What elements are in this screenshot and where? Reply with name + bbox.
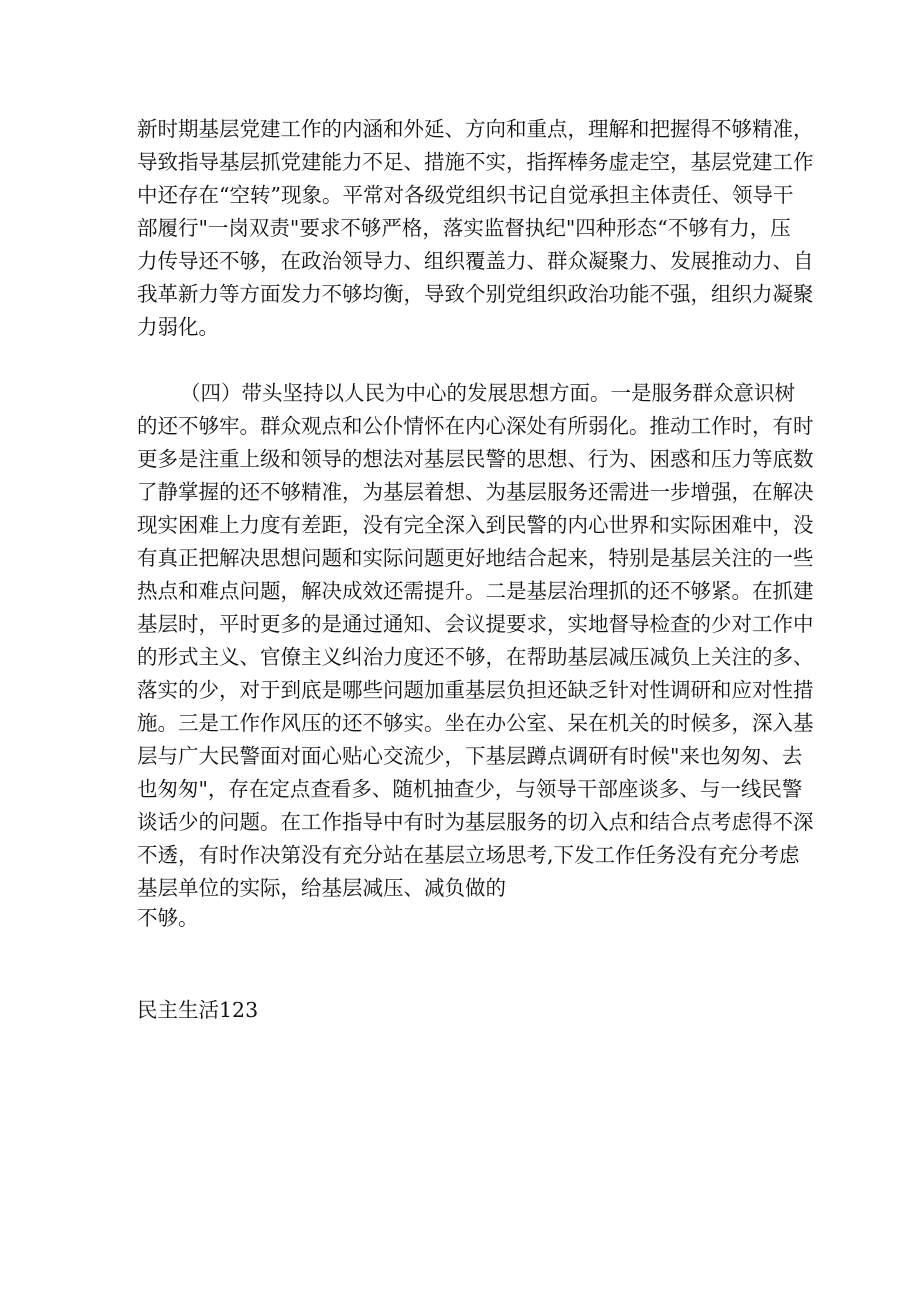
text-line: 也匆匆"，存在定点查看多、随机抽查少，与领导干部座谈多、与一线民警: [137, 777, 803, 801]
text-line: 热点和难点问题，解决成效还需提升。二是基层治理抓的还不够紧。在抓建: [137, 579, 814, 603]
text-line: 的还不够牢。群众观点和公仆情怀在内心深处有所弱化。推动工作时，有时: [137, 414, 814, 438]
text-line: 我革新力等方面发力不够均衡，导致个别党组织政治功能不强，组织力凝聚: [137, 282, 814, 306]
text-line: （四）带头坚持以人民为中心的发展思想方面。一是服务群众意识树: [180, 381, 795, 405]
text-line: 不够。: [137, 906, 199, 930]
text-line: 了静掌握的还不够精准，为基层着想、为基层服务还需进一步增强，在解决: [137, 480, 814, 504]
text-line: 新时期基层党建工作的内涵和外延、方向和重点，理解和把握得不够精准，: [137, 117, 814, 141]
text-line: 部履行"一岗双责"要求不够严格，落实监督执纪"四种形态“不够有力，压: [137, 216, 791, 240]
text-line: 施。三是工作作风压的还不够实。坐在办公室、呆在机关的时候多，深入基: [137, 711, 814, 735]
text-line: 基层单位的实际，给基层减压、减负做的: [137, 876, 506, 900]
text-line: 的形式主义、官僚主义纠治力度还不够，在帮助基层减压减负上关注的多、: [137, 645, 814, 669]
text-line: 谈话少的问题。在工作指导中有时为基层服务的切入点和结合点考虑得不深: [137, 810, 814, 834]
text-line: 基层时，平时更多的是通过通知、会议提要求，实地督导检查的少对工作中: [137, 612, 814, 636]
text-line: 层与广大民警面对面心贴心交流少，下基层蹲点调研有时候"来也匆匆、去: [137, 744, 803, 768]
text-line: 现实困难上力度有差距，没有完全深入到民警的内心世界和实际困难中，没: [137, 513, 814, 537]
text-line: 不透，有时作决第没有充分站在基层立场思考,下发工作任务没有充分考虑: [137, 843, 800, 867]
text-line: 力传导还不够，在政治领导力、组织覆盖力、群众凝聚力、发展推动力、自: [137, 249, 814, 273]
text-line: 更多是注重上级和领导的想法对基层民警的思想、行为、困惑和压力等底数: [137, 447, 814, 471]
text-line: 落实的少，对于到底是哪些问题加重基层负担还缺乏针对性调研和应对性措: [137, 678, 814, 702]
text-line: 导致指导基层抓党建能力不足、措施不实，指挥棒务虚走空，基层党建工作: [137, 150, 814, 174]
text-line: 力弱化。: [137, 315, 219, 339]
footer-text: 民主生活123: [137, 998, 259, 1022]
text-line: 中还存在“空转”现象。平常对各级党组织书记自觉承担主体责任、领导干: [137, 183, 794, 207]
text-line: 有真正把解决思想问题和实际问题更好地结合起来，特别是基层关注的一些: [137, 546, 814, 570]
